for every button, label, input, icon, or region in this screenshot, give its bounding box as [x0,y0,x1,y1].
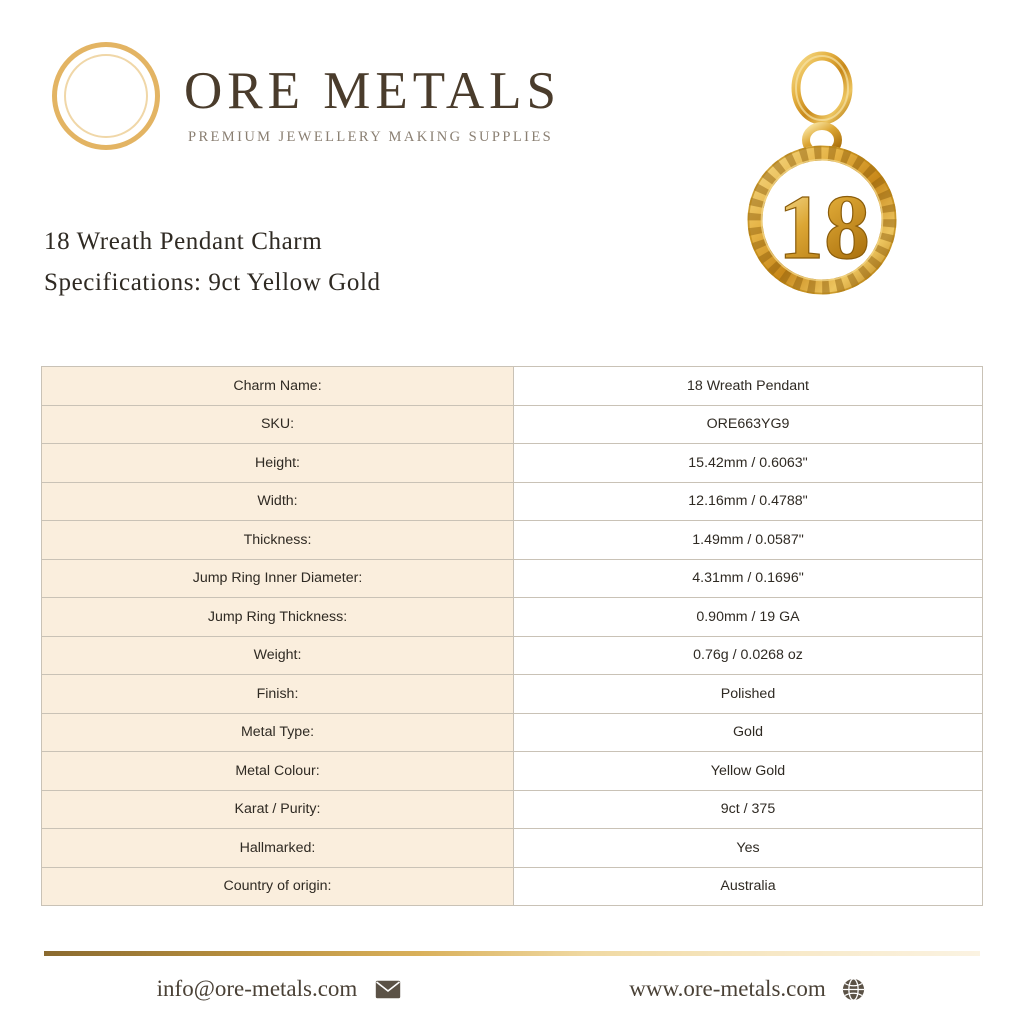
spec-value: Australia [514,867,983,906]
spec-value: 9ct / 375 [514,790,983,829]
envelope-icon [375,980,401,999]
product-title-line1: 18 Wreath Pendant Charm [44,228,323,255]
spec-value: 0.76g / 0.0268 oz [514,636,983,675]
footer-website-block[interactable] [514,976,980,1002]
svg-text:18: 18 [778,176,870,278]
spec-label: Height: [42,444,514,483]
footer-divider [44,951,980,956]
spec-label: SKU: [42,405,514,444]
spec-label: Thickness: [42,521,514,560]
table-row [42,867,983,906]
footer-email-text: info@ore-metals.com [156,976,358,1001]
spec-value: Yes [514,829,983,868]
brand-tagline: PREMIUM JEWELLERY MAKING SUPPLIES [188,128,554,145]
brand-text [184,48,561,146]
table-row [42,521,983,560]
table-row [42,559,983,598]
spec-value: 1.49mm / 0.0587" [514,521,983,560]
spec-value: ORE663YG9 [514,405,983,444]
spec-value: Gold [514,713,983,752]
ore-metals-ring-logo-icon [44,34,170,160]
spec-value: Polished [514,675,983,714]
spec-label: Karat / Purity: [42,790,514,829]
spec-label: Metal Colour: [42,752,514,791]
spec-value: 4.31mm / 0.1696" [514,559,983,598]
table-row [42,367,983,406]
footer [44,958,980,1020]
spec-label: Weight: [42,636,514,675]
table-row [42,598,983,637]
specification-table-body [42,367,983,906]
spec-label: Metal Type: [42,713,514,752]
footer-email-block[interactable] [44,976,514,1002]
spec-value: 15.42mm / 0.6063" [514,444,983,483]
product-image [704,30,934,350]
spec-label: Finish: [42,675,514,714]
spec-label: Hallmarked: [42,829,514,868]
spec-value: 18 Wreath Pendant [514,367,983,406]
page-title [44,222,684,303]
table-row [42,752,983,791]
table-row [42,790,983,829]
table-row [42,713,983,752]
spec-label: Width: [42,482,514,521]
table-row [42,675,983,714]
globe-icon [842,978,865,1001]
table-row [42,444,983,483]
table-row [42,482,983,521]
table-row [42,829,983,868]
spec-value: Yellow Gold [514,752,983,791]
specification-table [41,366,983,906]
logo-row [44,34,664,160]
spec-label: Jump Ring Thickness: [42,598,514,637]
footer-website-text: www.ore-metals.com [629,976,826,1001]
pendant-charm-illustration [704,30,934,350]
spec-label: Jump Ring Inner Diameter: [42,559,514,598]
spec-label: Charm Name: [42,367,514,406]
brand-name: ORE METALS [184,62,562,121]
table-row [42,405,983,444]
brand-header [44,34,664,184]
table-row [42,636,983,675]
spec-label: Country of origin: [42,867,514,906]
spec-value: 0.90mm / 19 GA [514,598,983,637]
spec-value: 12.16mm / 0.4788" [514,482,983,521]
product-title-line2: Specifications: 9ct Yellow Gold [44,268,381,296]
